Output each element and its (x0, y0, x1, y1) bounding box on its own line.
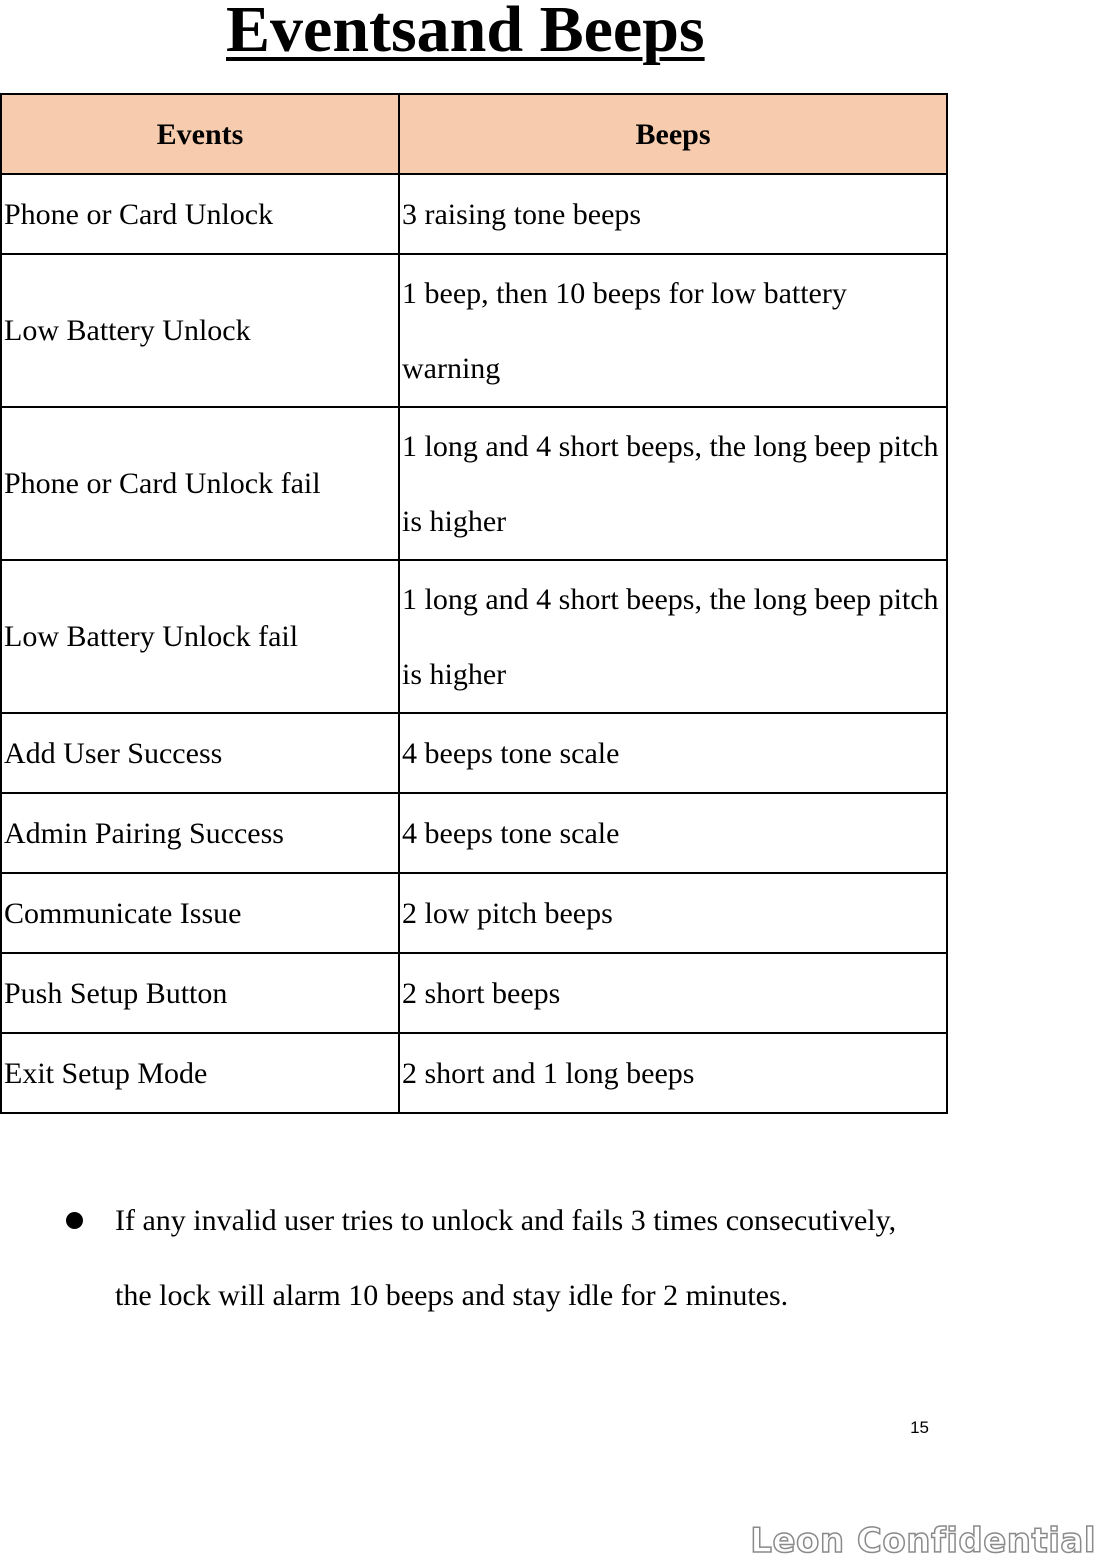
page-title: Eventsand Beeps (226, 0, 705, 66)
beeps-column-header: Beeps (399, 94, 947, 174)
beeps-cell: 2 short and 1 long beeps (399, 1033, 947, 1113)
table-row (1, 873, 947, 953)
event-cell: Add User Success (1, 713, 399, 793)
table-row (1, 560, 947, 713)
page-number: 15 (910, 1418, 929, 1437)
table-row (1, 953, 947, 1033)
invalid-user-note (66, 1183, 926, 1333)
event-cell: Communicate Issue (1, 873, 399, 953)
beeps-cell: 1 long and 4 short beeps, the long beep pitch is higher (399, 407, 947, 560)
event-cell: Low Battery Unlock fail (1, 560, 399, 713)
beeps-cell: 1 long and 4 short beeps, the long beep pitch is higher (399, 560, 947, 713)
table-row (1, 407, 947, 560)
event-cell: Push Setup Button (1, 953, 399, 1033)
table-header-row (1, 94, 947, 174)
bullet-icon (66, 1212, 83, 1229)
table-row (1, 254, 947, 407)
table-row (1, 174, 947, 254)
event-cell: Admin Pairing Success (1, 793, 399, 873)
beeps-cell: 2 short beeps (399, 953, 947, 1033)
beeps-cell: 2 low pitch beeps (399, 873, 947, 953)
table-row (1, 713, 947, 793)
note-text: If any invalid user tries to unlock and fails 3 times consecutively, the lock will alarm 10 beeps and stay idle for 2 minutes. (115, 1204, 897, 1312)
events-column-header: Events (1, 94, 399, 174)
event-cell: Phone or Card Unlock (1, 174, 399, 254)
events-beeps-table (0, 93, 948, 1114)
beeps-cell: 4 beeps tone scale (399, 793, 947, 873)
beeps-cell: 3 raising tone beeps (399, 174, 947, 254)
table-row (1, 1033, 947, 1113)
event-cell: Exit Setup Mode (1, 1033, 399, 1113)
table-row (1, 793, 947, 873)
event-cell: Phone or Card Unlock fail (1, 407, 399, 560)
event-cell: Low Battery Unlock (1, 254, 399, 407)
beeps-cell: 4 beeps tone scale (399, 713, 947, 793)
confidential-watermark: Leon Confidential (750, 1521, 1096, 1561)
beeps-cell: 1 beep, then 10 beeps for low battery warning (399, 254, 947, 407)
